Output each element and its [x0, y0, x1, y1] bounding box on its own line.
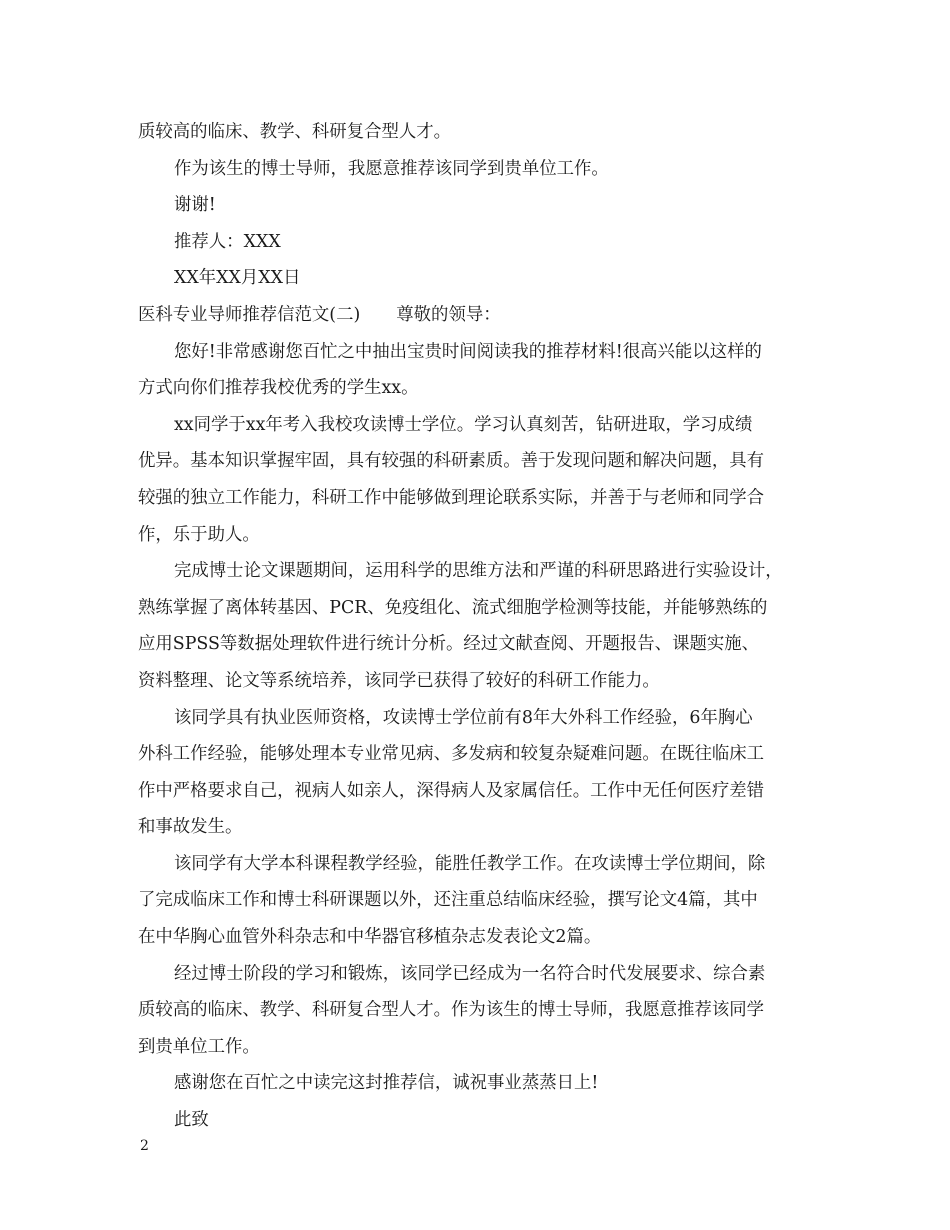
body-line: 外科工作经验，能够处理本专业常见病、多发病和较复杂疑难问题。在既往临床工: [138, 744, 765, 765]
body-line: 作，乐于助人。: [138, 524, 260, 545]
body-line: 质较高的临床、教学、科研复合型人才。: [138, 122, 452, 142]
section-heading-line: [138, 297, 828, 334]
body-line: 和事故发生。: [138, 817, 243, 838]
recommender-line: 推荐人：XXX: [174, 231, 281, 252]
body-line: 了完成临床工作和博士科研课题以外，还注重总结临床经验，撰写论文4篇，其中: [138, 890, 758, 911]
body-line: 该同学具有执业医师资格，攻读博士学位前有8年大外科工作经验，6年胸心: [174, 707, 753, 728]
body-line: 该同学有大学本科课程教学经验，能胜任教学工作。在攻读博士学位期间，除: [174, 853, 766, 874]
body-line: 方式向你们推荐我校优秀的学生xx。: [138, 378, 419, 399]
body-line: 作为该生的博士导师，我愿意推荐该同学到贵单位工作。: [174, 158, 609, 179]
body-line: 完成博士论文课题期间，运用科学的思维方法和严谨的科研思路进行实验设计，: [174, 561, 783, 582]
body-line: 在中华胸心血管外科杂志和中华器官移植杂志发表论文2篇。: [138, 927, 602, 948]
body-line: 较强的独立工作能力，科研工作中能够做到理论联系实际，并善于与老师和同学合: [138, 487, 765, 508]
body-line: 质较高的临床、教学、科研复合型人才。作为该生的博士导师，我愿意推荐该同学: [138, 1000, 765, 1021]
body-line: 优异。基本知识掌握牢固，具有较强的科研素质。善于发现问题和解决问题，具有: [138, 451, 765, 472]
letter-body: [138, 114, 828, 1139]
body-line: 作中严格要求自己，视病人如亲人，深得病人及家属信任。工作中无任何医疗差错: [138, 780, 765, 801]
body-line: 到贵单位工作。: [138, 1036, 260, 1057]
salutation: 尊敬的领导：: [396, 304, 501, 325]
body-line: 应用SPSS等数据处理软件进行统计分析。经过文献查阅、开题报告、课题实施、: [138, 634, 760, 655]
body-line: 资料整理、论文等系统培养，该同学已获得了较好的科研工作能力。: [138, 670, 660, 691]
closing-line: 感谢您在百忙之中读完这封推荐信，诚祝事业蒸蒸日上!: [174, 1073, 599, 1094]
date-line: XX年XX月XX日: [174, 268, 301, 289]
section-title: 医科专业导师推荐信范文(二): [138, 304, 361, 325]
body-line: 您好!非常感谢您百忙之中抽出宝贵时间阅读我的推荐材料!很高兴能以这样的: [174, 341, 762, 362]
body-line: xx同学于xx年考入我校攻读博士学位。学习认真刻苦，钻研进取，学习成绩: [174, 414, 753, 435]
body-line: 熟练掌握了离体转基因、PCR、免疫组化、流式细胞学检测等技能，并能够熟练的: [138, 597, 768, 618]
page-number: 2: [140, 1138, 149, 1154]
closing-salutation: 此致: [174, 1110, 209, 1131]
body-line: 经过博士阶段的学习和锻炼，该同学已经成为一名符合时代发展要求、综合素: [174, 963, 766, 984]
thanks-line: 谢谢!: [174, 195, 216, 216]
